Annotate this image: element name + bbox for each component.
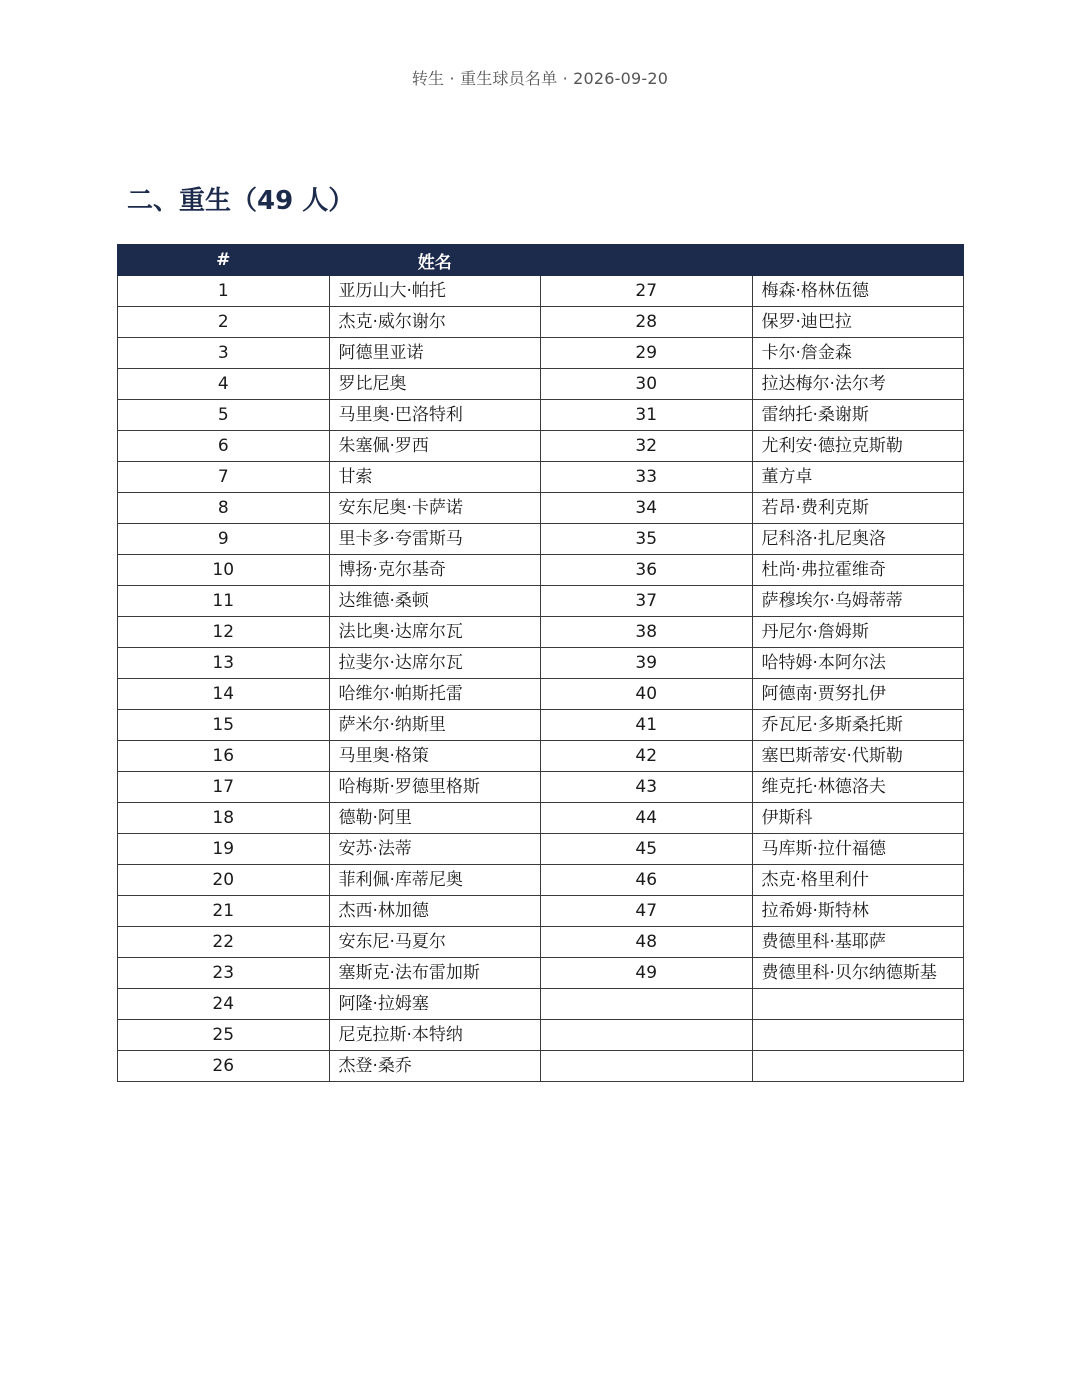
player-name-cell: 尼克拉斯·本特纳 [329, 1020, 541, 1051]
player-name-cell: 里卡多·夸雷斯马 [329, 524, 541, 555]
player-number-cell: 13 [118, 648, 330, 679]
player-number-cell: 47 [541, 896, 753, 927]
player-number-cell: 39 [541, 648, 753, 679]
table-row [118, 679, 964, 710]
player-name-cell: 马里奥·格策 [329, 741, 541, 772]
player-number-cell: 25 [118, 1020, 330, 1051]
player-number-cell: 38 [541, 617, 753, 648]
player-name-cell: 阿德南·贾努扎伊 [752, 679, 964, 710]
table-header-row [118, 245, 964, 276]
player-number-cell: 37 [541, 586, 753, 617]
player-name-cell: 哈特姆·本阿尔法 [752, 648, 964, 679]
player-name-cell: 安东尼·马夏尔 [329, 927, 541, 958]
player-number-cell: 45 [541, 834, 753, 865]
player-name-cell: 拉希姆·斯特林 [752, 896, 964, 927]
player-number-cell [541, 989, 753, 1020]
player-name-cell: 拉达梅尔·法尔考 [752, 369, 964, 400]
column-header-name-2 [752, 245, 964, 276]
player-name-cell: 雷纳托·桑谢斯 [752, 400, 964, 431]
player-name-cell: 尤利安·德拉克斯勒 [752, 431, 964, 462]
column-header-number-2 [541, 245, 753, 276]
player-number-cell: 36 [541, 555, 753, 586]
table-row [118, 1020, 964, 1051]
player-number-cell: 18 [118, 803, 330, 834]
player-name-cell: 安苏·法蒂 [329, 834, 541, 865]
player-name-cell: 萨穆埃尔·乌姆蒂蒂 [752, 586, 964, 617]
player-number-cell: 8 [118, 493, 330, 524]
player-name-cell: 马库斯·拉什福德 [752, 834, 964, 865]
player-name-cell: 阿德里亚诺 [329, 338, 541, 369]
player-number-cell: 5 [118, 400, 330, 431]
table-row [118, 834, 964, 865]
player-number-cell [541, 1020, 753, 1051]
table-row [118, 369, 964, 400]
player-name-cell: 达维德·桑顿 [329, 586, 541, 617]
table-row [118, 741, 964, 772]
player-name-cell: 亚历山大·帕托 [329, 276, 541, 307]
player-name-cell: 罗比尼奥 [329, 369, 541, 400]
player-name-cell: 杰克·格里利什 [752, 865, 964, 896]
table-row [118, 431, 964, 462]
player-number-cell: 3 [118, 338, 330, 369]
table-row [118, 307, 964, 338]
player-name-cell [752, 989, 964, 1020]
player-name-cell: 费德里科·基耶萨 [752, 927, 964, 958]
table-row [118, 493, 964, 524]
player-name-cell: 乔瓦尼·多斯桑托斯 [752, 710, 964, 741]
player-number-cell: 33 [541, 462, 753, 493]
player-name-cell: 维克托·林德洛夫 [752, 772, 964, 803]
table-row [118, 710, 964, 741]
roster-table [117, 244, 964, 1082]
player-name-cell [752, 1020, 964, 1051]
player-name-cell [752, 1051, 964, 1082]
player-number-cell: 42 [541, 741, 753, 772]
player-number-cell: 32 [541, 431, 753, 462]
player-name-cell: 梅森·格林伍德 [752, 276, 964, 307]
player-number-cell: 43 [541, 772, 753, 803]
player-name-cell: 朱塞佩·罗西 [329, 431, 541, 462]
player-name-cell: 哈梅斯·罗德里格斯 [329, 772, 541, 803]
player-number-cell: 49 [541, 958, 753, 989]
player-number-cell: 35 [541, 524, 753, 555]
player-number-cell: 10 [118, 555, 330, 586]
player-name-cell: 董方卓 [752, 462, 964, 493]
player-number-cell [541, 1051, 753, 1082]
player-name-cell: 杰西·林加德 [329, 896, 541, 927]
roster-body [118, 276, 964, 1082]
table-row [118, 896, 964, 927]
player-number-cell: 2 [118, 307, 330, 338]
player-number-cell: 31 [541, 400, 753, 431]
player-name-cell: 甘索 [329, 462, 541, 493]
player-name-cell: 阿隆·拉姆塞 [329, 989, 541, 1020]
player-number-cell: 7 [118, 462, 330, 493]
player-number-cell: 27 [541, 276, 753, 307]
player-number-cell: 20 [118, 865, 330, 896]
player-number-cell: 14 [118, 679, 330, 710]
table-row [118, 958, 964, 989]
player-name-cell: 杰克·威尔谢尔 [329, 307, 541, 338]
player-name-cell: 萨米尔·纳斯里 [329, 710, 541, 741]
table-row [118, 989, 964, 1020]
player-name-cell: 德勒·阿里 [329, 803, 541, 834]
player-name-cell: 马里奥·巴洛特利 [329, 400, 541, 431]
player-number-cell: 40 [541, 679, 753, 710]
player-number-cell: 46 [541, 865, 753, 896]
player-number-cell: 16 [118, 741, 330, 772]
player-number-cell: 11 [118, 586, 330, 617]
player-name-cell: 塞巴斯蒂安·代斯勒 [752, 741, 964, 772]
table-row [118, 927, 964, 958]
player-name-cell: 丹尼尔·詹姆斯 [752, 617, 964, 648]
table-row [118, 555, 964, 586]
table-row [118, 865, 964, 896]
table-row [118, 1051, 964, 1082]
player-name-cell: 菲利佩·库蒂尼奥 [329, 865, 541, 896]
player-number-cell: 28 [541, 307, 753, 338]
player-number-cell: 1 [118, 276, 330, 307]
player-number-cell: 48 [541, 927, 753, 958]
player-number-cell: 29 [541, 338, 753, 369]
table-row [118, 772, 964, 803]
player-number-cell: 44 [541, 803, 753, 834]
player-number-cell: 4 [118, 369, 330, 400]
player-number-cell: 26 [118, 1051, 330, 1082]
table-row [118, 462, 964, 493]
player-number-cell: 6 [118, 431, 330, 462]
player-number-cell: 12 [118, 617, 330, 648]
table-row [118, 617, 964, 648]
player-number-cell: 9 [118, 524, 330, 555]
page-header: 转生 · 重生球员名单 · 2026-09-20 [411, 69, 669, 88]
player-number-cell: 22 [118, 927, 330, 958]
table-row [118, 276, 964, 307]
section-title: 二、重生（49 人） [127, 186, 355, 216]
player-name-cell: 伊斯科 [752, 803, 964, 834]
player-number-cell: 34 [541, 493, 753, 524]
player-name-cell: 塞斯克·法布雷加斯 [329, 958, 541, 989]
player-number-cell: 30 [541, 369, 753, 400]
player-name-cell: 法比奥·达席尔瓦 [329, 617, 541, 648]
player-name-cell: 尼科洛·扎尼奥洛 [752, 524, 964, 555]
column-header-name: 姓名 [329, 245, 541, 276]
player-name-cell: 拉斐尔·达席尔瓦 [329, 648, 541, 679]
player-number-cell: 24 [118, 989, 330, 1020]
player-name-cell: 费德里科·贝尔纳德斯基 [752, 958, 964, 989]
player-name-cell: 杜尚·弗拉霍维奇 [752, 555, 964, 586]
table-row [118, 338, 964, 369]
player-name-cell: 博扬·克尔基奇 [329, 555, 541, 586]
table-row [118, 803, 964, 834]
player-number-cell: 19 [118, 834, 330, 865]
player-name-cell: 杰登·桑乔 [329, 1051, 541, 1082]
player-number-cell: 41 [541, 710, 753, 741]
table-row [118, 648, 964, 679]
table-row [118, 400, 964, 431]
player-number-cell: 21 [118, 896, 330, 927]
player-number-cell: 15 [118, 710, 330, 741]
player-name-cell: 卡尔·詹金森 [752, 338, 964, 369]
player-name-cell: 保罗·迪巴拉 [752, 307, 964, 338]
column-header-number: # [118, 245, 330, 276]
player-number-cell: 17 [118, 772, 330, 803]
player-name-cell: 哈维尔·帕斯托雷 [329, 679, 541, 710]
player-name-cell: 安东尼奥·卡萨诺 [329, 493, 541, 524]
table-row [118, 586, 964, 617]
player-name-cell: 若昂·费利克斯 [752, 493, 964, 524]
player-number-cell: 23 [118, 958, 330, 989]
table-row [118, 524, 964, 555]
